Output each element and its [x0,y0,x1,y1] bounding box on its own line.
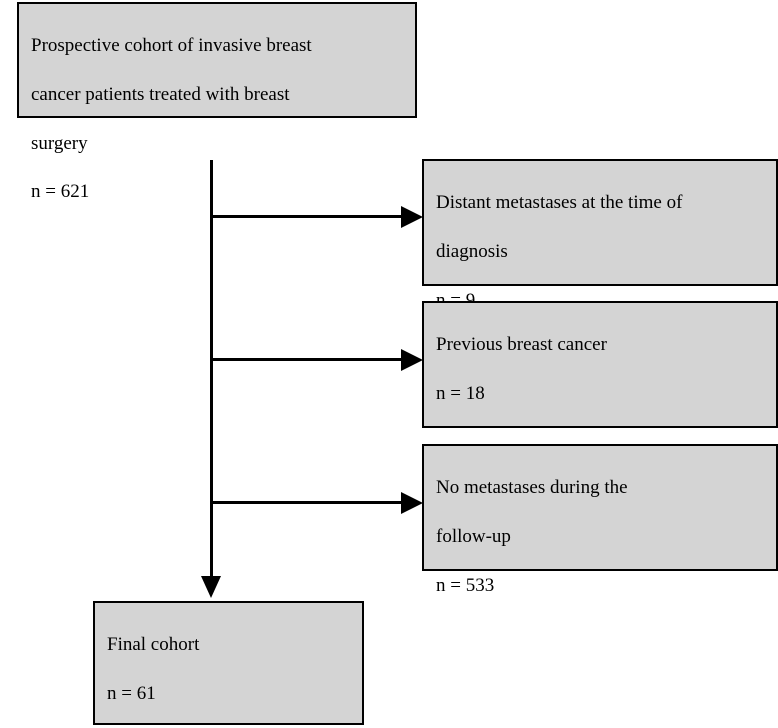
node-exclusion-1-line-1: Distant metastases at the time of [436,192,683,214]
node-final-cohort [93,601,364,725]
exclusion-arrow-2-shaft [213,358,403,361]
node-prospective-cohort-line-2: cancer patients treated with breast [31,83,290,105]
main-flow-arrowhead-icon [201,576,221,598]
node-exclusion-no-metastases [422,444,778,596]
exclusion-arrow-3-shaft [213,501,403,504]
exclusion-arrow-1-shaft [213,215,403,218]
exclusion-arrow-1-icon [213,206,423,228]
node-exclusion-1-line-2: diagnosis [436,240,508,262]
node-exclusion-2-line-1: Previous breast cancer [436,334,607,356]
node-final-cohort-count: n = 61 [107,682,156,704]
exclusion-arrow-3-head [401,492,423,514]
exclusion-arrow-2-icon [213,349,423,371]
node-prospective-cohort-line-1: Prospective cohort of invasive breast [31,35,312,57]
node-exclusion-3-line-2: follow-up [436,525,511,547]
node-exclusion-3-line-1: No metastases during the [436,477,628,499]
node-final-cohort-label: Final cohort [107,634,200,656]
exclusion-arrow-3-icon [213,492,423,514]
node-prospective-cohort-count: n = 621 [31,181,90,203]
node-prospective-cohort-line-3: surgery [31,132,88,154]
node-exclusion-distant-metastases [422,159,778,286]
exclusion-arrow-2-head [401,349,423,371]
node-exclusion-2-count: n = 18 [436,382,485,404]
node-exclusion-3-count: n = 533 [436,574,495,596]
node-prospective-cohort [17,2,417,203]
node-exclusion-previous-breast-cancer [422,301,778,428]
exclusion-arrow-1-head [401,206,423,228]
